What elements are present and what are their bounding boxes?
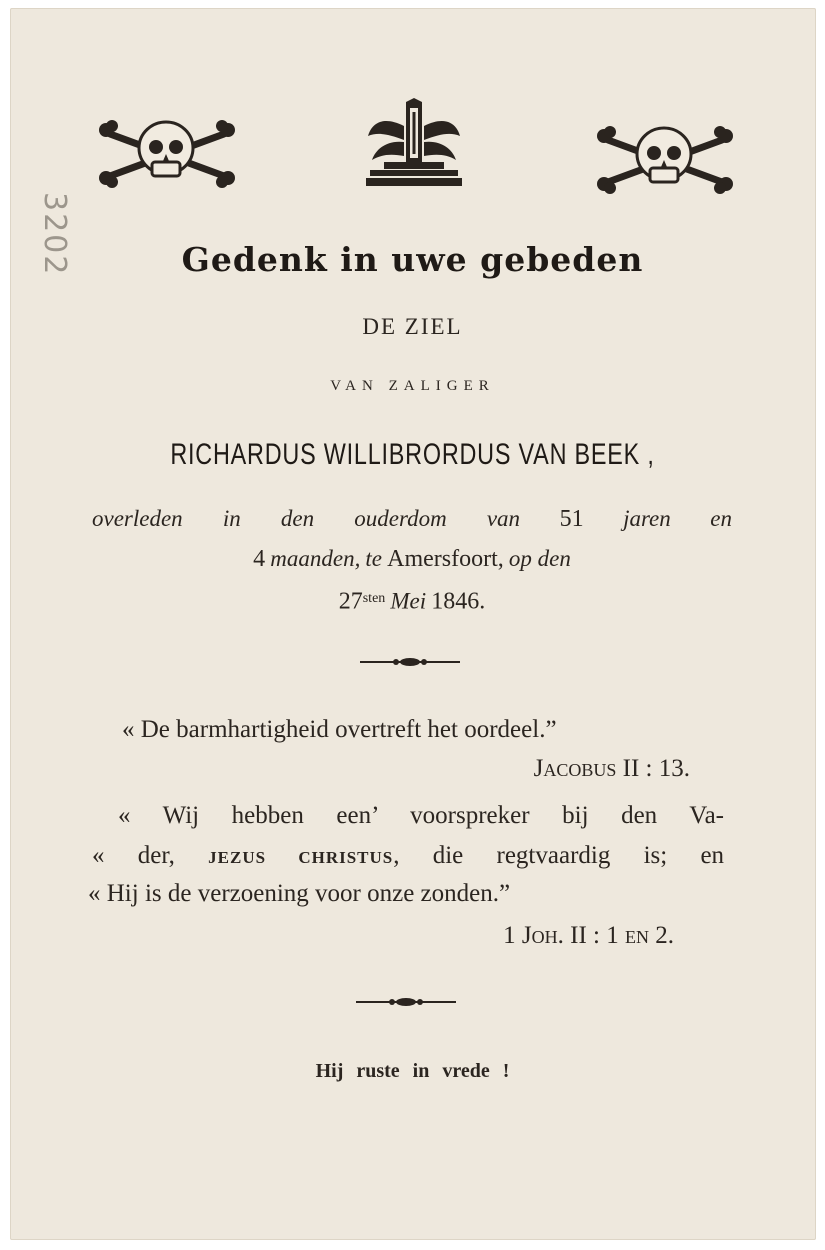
jaren-text: jaren: [623, 506, 671, 531]
death-line-1: [92, 500, 732, 540]
divider-ornament: [358, 655, 462, 669]
age-years: 51: [559, 506, 584, 532]
quote-2-rest: , die regtvaardig is; en: [393, 842, 725, 869]
death-line-2: [92, 540, 732, 580]
quote-2-name: JEZUS CHRISTUS: [208, 848, 394, 867]
en-text: en: [710, 506, 732, 531]
quote-2-der: « der,: [92, 842, 175, 869]
van-zaliger-heading: VAN ZALIGER: [330, 378, 495, 394]
death-day: 27: [338, 588, 363, 615]
death-month: Mei: [390, 588, 427, 614]
de-ziel-heading: DE ZIEL: [362, 314, 463, 339]
quote-2-line-3: « Hij is de verzoening voor onze zonden.”: [88, 880, 511, 907]
comma: ,: [497, 546, 504, 572]
eagle-emblem-icon: [364, 96, 464, 188]
te-text: te: [365, 546, 383, 571]
divider-ornament: [354, 995, 458, 1009]
death-place: Amersfoort: [387, 546, 498, 572]
deceased-name: RICHARDUS WILLIBRORDUS VAN BEEK ,: [170, 438, 655, 471]
maanden-text: maanden,: [270, 546, 361, 571]
day-suffix: sten: [362, 591, 386, 606]
quote-2-reference: 1 Joh. II : 1 en 2.: [503, 922, 674, 949]
quote-1-reference: Jacobus II : 13.: [533, 755, 690, 782]
pencil-inventory-number: 3202: [37, 192, 72, 277]
quote-1: « De barmhartigheid overtreft het oordeel.”: [122, 716, 557, 743]
age-months: 4: [253, 546, 266, 572]
death-line-3: [92, 580, 732, 622]
skull-crossbones-icon: [98, 114, 236, 190]
closing-blessing: Hij ruste in vrede !: [315, 1060, 510, 1082]
op-den-text: op den: [508, 546, 571, 571]
skull-crossbones-icon: [596, 120, 734, 196]
death-details: [92, 500, 732, 622]
page-title: Gedenk in uwe gebeden: [181, 240, 644, 279]
overleden-text: overleden in den ouderdom van: [92, 506, 521, 531]
death-year: 1846.: [431, 588, 486, 615]
quote-2-line-2: [92, 842, 724, 870]
quote-2-line-1: « Wij hebben een’ voorspreker bij den Va-: [118, 802, 724, 829]
